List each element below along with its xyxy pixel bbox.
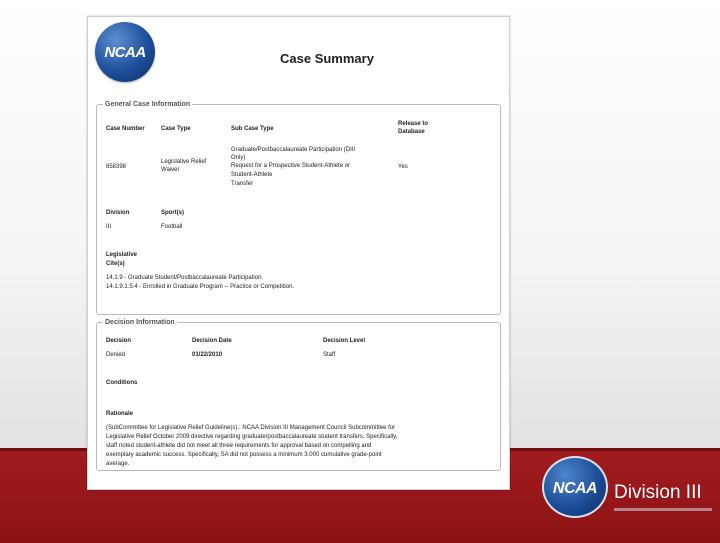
rationale-line: exemplary academic success. Specifically, SA did not possess a minimum 3.000 cumulative grade-point (106, 452, 382, 458)
release-to-database-value: Yes (398, 164, 408, 170)
ncaa-logo-text: NCAA (104, 44, 146, 61)
sub-case-type-line: Transfer (231, 181, 254, 187)
decision-value: Denied (106, 352, 126, 358)
document-title: Case Summary (280, 51, 374, 66)
rationale-line: Legislative Relief October 2009 directive regarding graduate/postbaccalaureate student transfers. Specifically, (106, 434, 398, 440)
case-number-value: 858398 (106, 164, 127, 170)
case-type-value-line-1: Legislative Relief (161, 159, 207, 165)
general-case-information-legend: General Case Information (105, 101, 191, 108)
decision-date-value: 01/22/2010 (192, 352, 223, 358)
division-value: III (106, 224, 112, 230)
sub-case-type-label: Sub Case Type (231, 126, 274, 132)
ncaa-division-iii-logo-text: NCAA (552, 480, 598, 497)
division-iii-title: Division III (614, 482, 702, 503)
legislative-cite-line: 14.1.9.1.5.4 - Enrolled in Graduate Program -- Practice or Competition. (106, 284, 295, 290)
release-to-database-label-line-1: Release to (398, 121, 429, 127)
conditions-label: Conditions (106, 380, 138, 386)
case-type-value-line-2: Waiver (161, 167, 180, 173)
sports-value: Football (161, 224, 183, 230)
decision-label: Decision (106, 338, 132, 344)
sports-label: Sport(s) (161, 210, 184, 216)
rationale-line: (SubCommittee for Legislative Relief Guideline(s).: NCAA Division III Management Council Subcommittee for (106, 425, 396, 431)
sub-case-type-line: Request for a Prospective Student-Athlete or (231, 163, 351, 169)
legislative-cite-line: 14.1.9 - Graduate Student/Postbaccalaureate Participation. (106, 275, 264, 281)
decision-information-legend: Decision Information (105, 319, 175, 326)
legislative-cites-label-line-2: Cite(s) (106, 261, 125, 267)
sub-case-type-line: Student-Athlete (231, 172, 273, 178)
rationale-line: average. (106, 461, 130, 467)
division-iii-tagline-mark (614, 508, 712, 511)
case-type-label: Case Type (161, 126, 191, 132)
case-number-label: Case Number (106, 126, 145, 132)
rationale-label: Rationale (106, 411, 134, 417)
legislative-cites-label-line-1: Legislative (106, 252, 138, 258)
decision-date-label: Decision Date (192, 338, 232, 344)
division-label: Division (106, 210, 130, 216)
sub-case-type-line: Graduate/Postbaccalaureate Participation (DIII (231, 147, 356, 153)
case-summary-document (87, 16, 510, 490)
decision-level-value: Staff (323, 352, 336, 358)
division-iii-branding (542, 456, 712, 518)
ncaa-division-iii-logo (542, 456, 608, 518)
sub-case-type-line: Only) (231, 155, 246, 161)
ncaa-logo (95, 22, 155, 82)
release-to-database-label-line-2: Database (398, 129, 425, 135)
decision-level-label: Decision Level (323, 338, 366, 344)
rationale-line: staff noted student-athlete did not meet all three requirements for approval based on compelling and (106, 443, 372, 449)
